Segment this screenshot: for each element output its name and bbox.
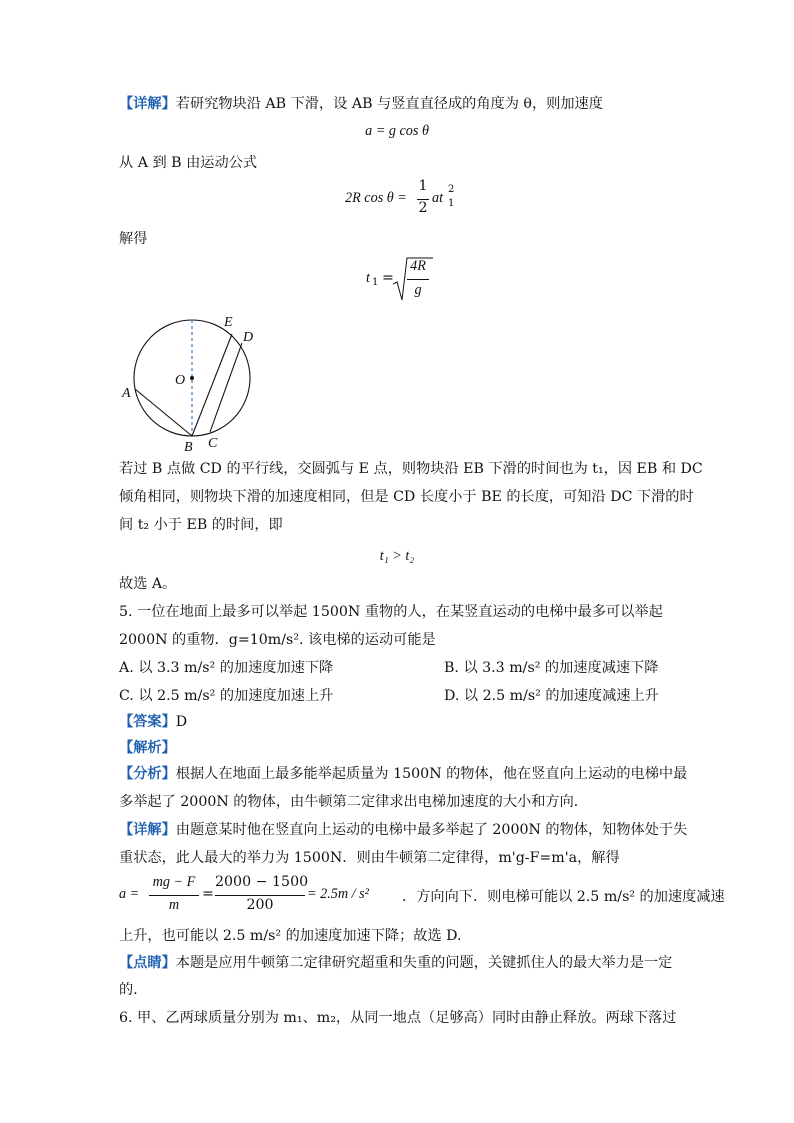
formula-motion-lhs: 2R cos θ = [345,190,407,206]
eq-frac1-bar [149,895,199,896]
q5-fenxi-line-1 [119,764,687,784]
q5-detail-line-2: 重状态，此人最大的举力为 1500N．则由牛顿第二定律得，m'g-F=m'a，解得 [119,850,620,866]
formula-time-eq: = [382,270,394,286]
q5-option-d: D. 以 2.5 m/s² 的加速度减速上升 [444,688,659,704]
formula-time-den: g [414,282,422,298]
para-line-2: 倾角相同，则物块下滑的加速度相同，但是 CD 长度小于 BE 的长度，可知沿 DC 下滑的时 [119,489,694,505]
q5-stem-line-1: 5. 一位在地面上最多可以举起 1500N 重物的人，在某竖直运动的电梯中最多可以举起 [119,604,663,620]
analysis-tag: 【解析】 [119,740,176,756]
answer-value: D [175,714,188,730]
q5-option-b: B. 以 3.3 m/s² 的加速度减速下降 [444,660,659,676]
formula-motion-frac-den: 2 [418,200,428,216]
center-point [190,376,194,380]
eq-frac1-den: m [168,897,180,913]
fenxi-tag: 【分析】 [119,766,176,782]
formula-motion-frac-num: 1 [418,178,428,194]
formula-time-bar [407,279,429,280]
eq-eq1: = [202,886,214,902]
choose-a-line: 故选 A。 [119,576,177,592]
detail-text: 若研究物块沿 AB 下滑，设 AB 与竖直直径成的角度为 θ，则加速度 [175,96,603,112]
q5-dianjing-line-1 [119,953,672,973]
label-a: A [122,386,131,401]
label-e: E [224,315,233,330]
chord-eb [192,334,232,436]
label-c: C [208,436,218,451]
from-a-to-b-line: 从 A 到 B 由运动公式 [119,155,258,171]
formula-motion-rhs-sup: 2 [448,184,455,195]
formula-time-num: 4R [410,258,426,274]
eq-a: a = [119,886,140,902]
q5-analysis-line [119,738,176,758]
para-line-3: 间 t₂ 小于 EB 的时间，即 [119,517,283,533]
detail-line [119,94,603,114]
label-b: B [184,440,193,452]
label-o: O [175,373,186,388]
solve-label: 解得 [119,231,148,247]
eq-frac2-den: 200 [246,897,274,913]
detail-tag: 【详解】 [119,96,176,112]
q6-stem-line-1: 6. 甲、乙两球质量分别为 m₁、m₂，从同一地点（足够高）同时由静止释放。两球下落过 [119,1010,677,1026]
detail-text-1: 由题意某时他在竖直向上运动的电梯中最多举起了 2000N 的物体，知物体处于失 [175,822,688,838]
eq-tail: ．方向向下．则电梯可能以 2.5 m/s² 的加速度减速 [402,889,725,905]
para-line-1: 若过 B 点做 CD 的平行线，交圆弧与 E 点，则物块沿 EB 下滑的时间也为 t₁，因 EB 和 DC [119,461,703,477]
eq-result: = 2.5m / s² [307,886,369,902]
eq-frac1-num: mg − F [152,874,196,890]
formula-time [366,256,436,304]
q5-detail-line-1 [119,820,687,840]
formula-motion-rhs: at [432,190,444,206]
q5-option-a: A. 以 3.3 m/s² 的加速度加速下降 [119,660,334,676]
formula-time-lhs: t [366,270,370,286]
formula-acceleration: a = g cos θ [365,123,429,139]
detail-tag-q5: 【详解】 [119,822,176,838]
q5-fenxi-line-2: 多举起了 2000N 的物体，由牛顿第二定律求出电梯加速度的大小和方向． [119,794,588,810]
q5-answer-line [119,712,187,732]
label-d: D [243,330,254,345]
answer-tag: 【答案】 [119,714,176,730]
q5-dianjing-line-2: 的． [119,982,148,998]
formula-motion-rhs-sub: 1 [448,198,455,209]
q5-detail-line-3: 上升，也可能以 2.5 m/s² 的加速度加速下降；故选 D. [119,928,462,944]
q5-stem-line-2: 2000N 的重物．g=10m/s². 该电梯的运动可能是 [119,632,436,648]
dianjing-tag: 【点睛】 [119,955,176,971]
formula-compare: t₁ > t₂ [379,548,415,564]
dianjing-text-1: 本题是应用牛顿第二定律研究超重和失重的问题，关键抓住人的最大举力是一定 [175,955,673,971]
eq-frac2-bar [215,895,305,896]
circle-diagram [118,312,258,452]
fenxi-text-1: 根据人在地面上最多能举起质量为 1500N 的物体，他在竖直向上运动的电梯中最 [175,766,688,782]
eq-frac2-num: 2000 − 1500 [215,874,309,890]
chord-dc [210,343,242,432]
q5-formula-line [119,872,725,918]
q5-option-c: C. 以 2.5 m/s² 的加速度加速上升 [119,688,334,704]
formula-time-lhs-sub: 1 [372,277,379,288]
